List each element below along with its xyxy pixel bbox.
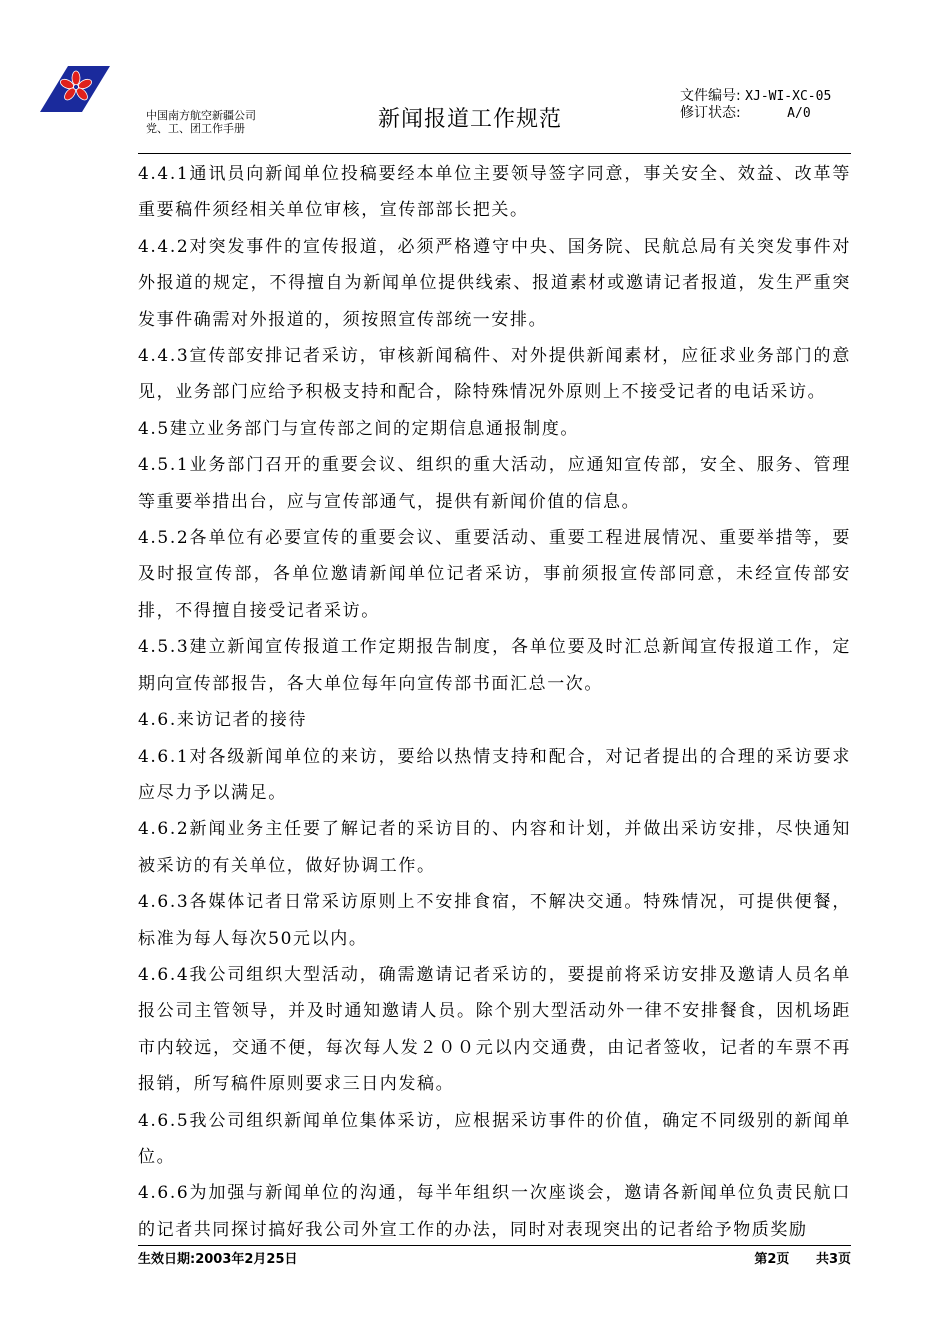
page-number: 第2页	[754, 1252, 790, 1267]
company-line-1: 中国南方航空新疆公司	[146, 109, 256, 122]
paragraph: 4.4.2对突发事件的宣传报道，必须严格遵守中央、国务院、民航总局有关突发事件对外报道的规定，不得擅自为新闻单位提供线索、报道素材或邀请记者报道，发生严重突发事件确需对外报道的，须按照宣传部统一安排。	[138, 236, 851, 330]
paragraph: 4.6.2新闻业务主任要了解记者的采访目的、内容和计划，并做出采访安排，尽快通知被采访的有关单位，做好协调工作。	[138, 819, 851, 876]
company-logo	[40, 64, 112, 114]
header-divider	[138, 153, 851, 154]
document-meta	[680, 88, 831, 122]
paragraph: 4.4.1通讯员向新闻单位投稿要经本单位主要领导签字同意，事关安全、效益、改革等重要稿件须经相关单位审核，宣传部部长把关。	[138, 164, 851, 221]
paragraph: 4.6.5我公司组织新闻单位集体采访，应根据采访事件的价值，确定不同级别的新闻单位。	[138, 1110, 851, 1167]
document-title: 新闻报道工作规范	[378, 107, 563, 132]
company-name	[146, 109, 256, 135]
revision-value: A/0	[787, 106, 811, 121]
paragraph: 4.5建立业务部门与宣传部之间的定期信息通报制度。	[138, 418, 580, 439]
paragraph: 4.6.3各媒体记者日常采访原则上不安排食宿，不解决交通。特殊情况，可提供便餐，标准为每人每次50元以内。	[138, 892, 851, 949]
paragraph: 4.5.1业务部门召开的重要会议、组织的重大活动，应通知宣传部，安全、服务、管理等重要举措出台，应与宣传部通气，提供有新闻价值的信息。	[138, 455, 851, 512]
file-number	[680, 88, 831, 105]
file-number-value: XJ-WI-XC-05	[745, 89, 832, 104]
paragraph: 4.6.1对各级新闻单位的来访，要给以热情支持和配合，对记者提出的合理的采访要求应尽力予以满足。	[138, 746, 851, 803]
paragraph: 4.4.3宣传部安排记者采访，审核新闻稿件、对外提供新闻素材，应征求业务部门的意见，业务部门应给予积极支持和配合，除特殊情况外原则上不接受记者的电话采访。	[138, 346, 851, 403]
company-line-2: 党、工、团工作手册	[146, 122, 245, 135]
footer-divider	[138, 1245, 851, 1246]
effective-date: 生效日期:2003年2月25日	[138, 1252, 298, 1267]
paragraph: 4.5.3建立新闻宣传报道工作定期报告制度，各单位要及时汇总新闻宣传报道工作，定期向宣传部报告，各大单位每年向宣传部书面汇总一次。	[138, 637, 851, 694]
paragraph: 4.6.6为加强与新闻单位的沟通，每半年组织一次座谈会，邀请各新闻单位负责民航口的记者共同探讨搞好我公司外宣工作的办法，同时对表现突出的记者给予物质奖励	[138, 1183, 851, 1240]
page-total: 共3页	[815, 1252, 851, 1267]
page-counter	[732, 1248, 851, 1267]
document-body	[138, 156, 851, 1248]
paragraph: 4.5.2各单位有必要宣传的重要会议、重要活动、重要工程进展情况、重要举措等，要及时报宣传部，各单位邀请新闻单位记者采访，事前须报宣传部同意，未经宣传部安排，不得擅自接受记者采访。	[138, 528, 851, 621]
paragraph: 4.6.4我公司组织大型活动，确需邀请记者采访的，要提前将采访安排及邀请人员名单报公司主管领导，并及时通知邀请人员。除个别大型活动外一律不安排餐食，因机场距市内较远，交通不便，每次每人发２００元以内交通费，由记者签收，记者的车票不再报销，所写稿件原则要求三日内发稿。	[138, 964, 851, 1095]
revision-label: 修订状态:	[680, 105, 741, 121]
paragraph: 4.6.来访记者的接待	[138, 710, 308, 731]
revision-status	[680, 105, 831, 122]
file-number-label: 文件编号:	[680, 88, 741, 104]
